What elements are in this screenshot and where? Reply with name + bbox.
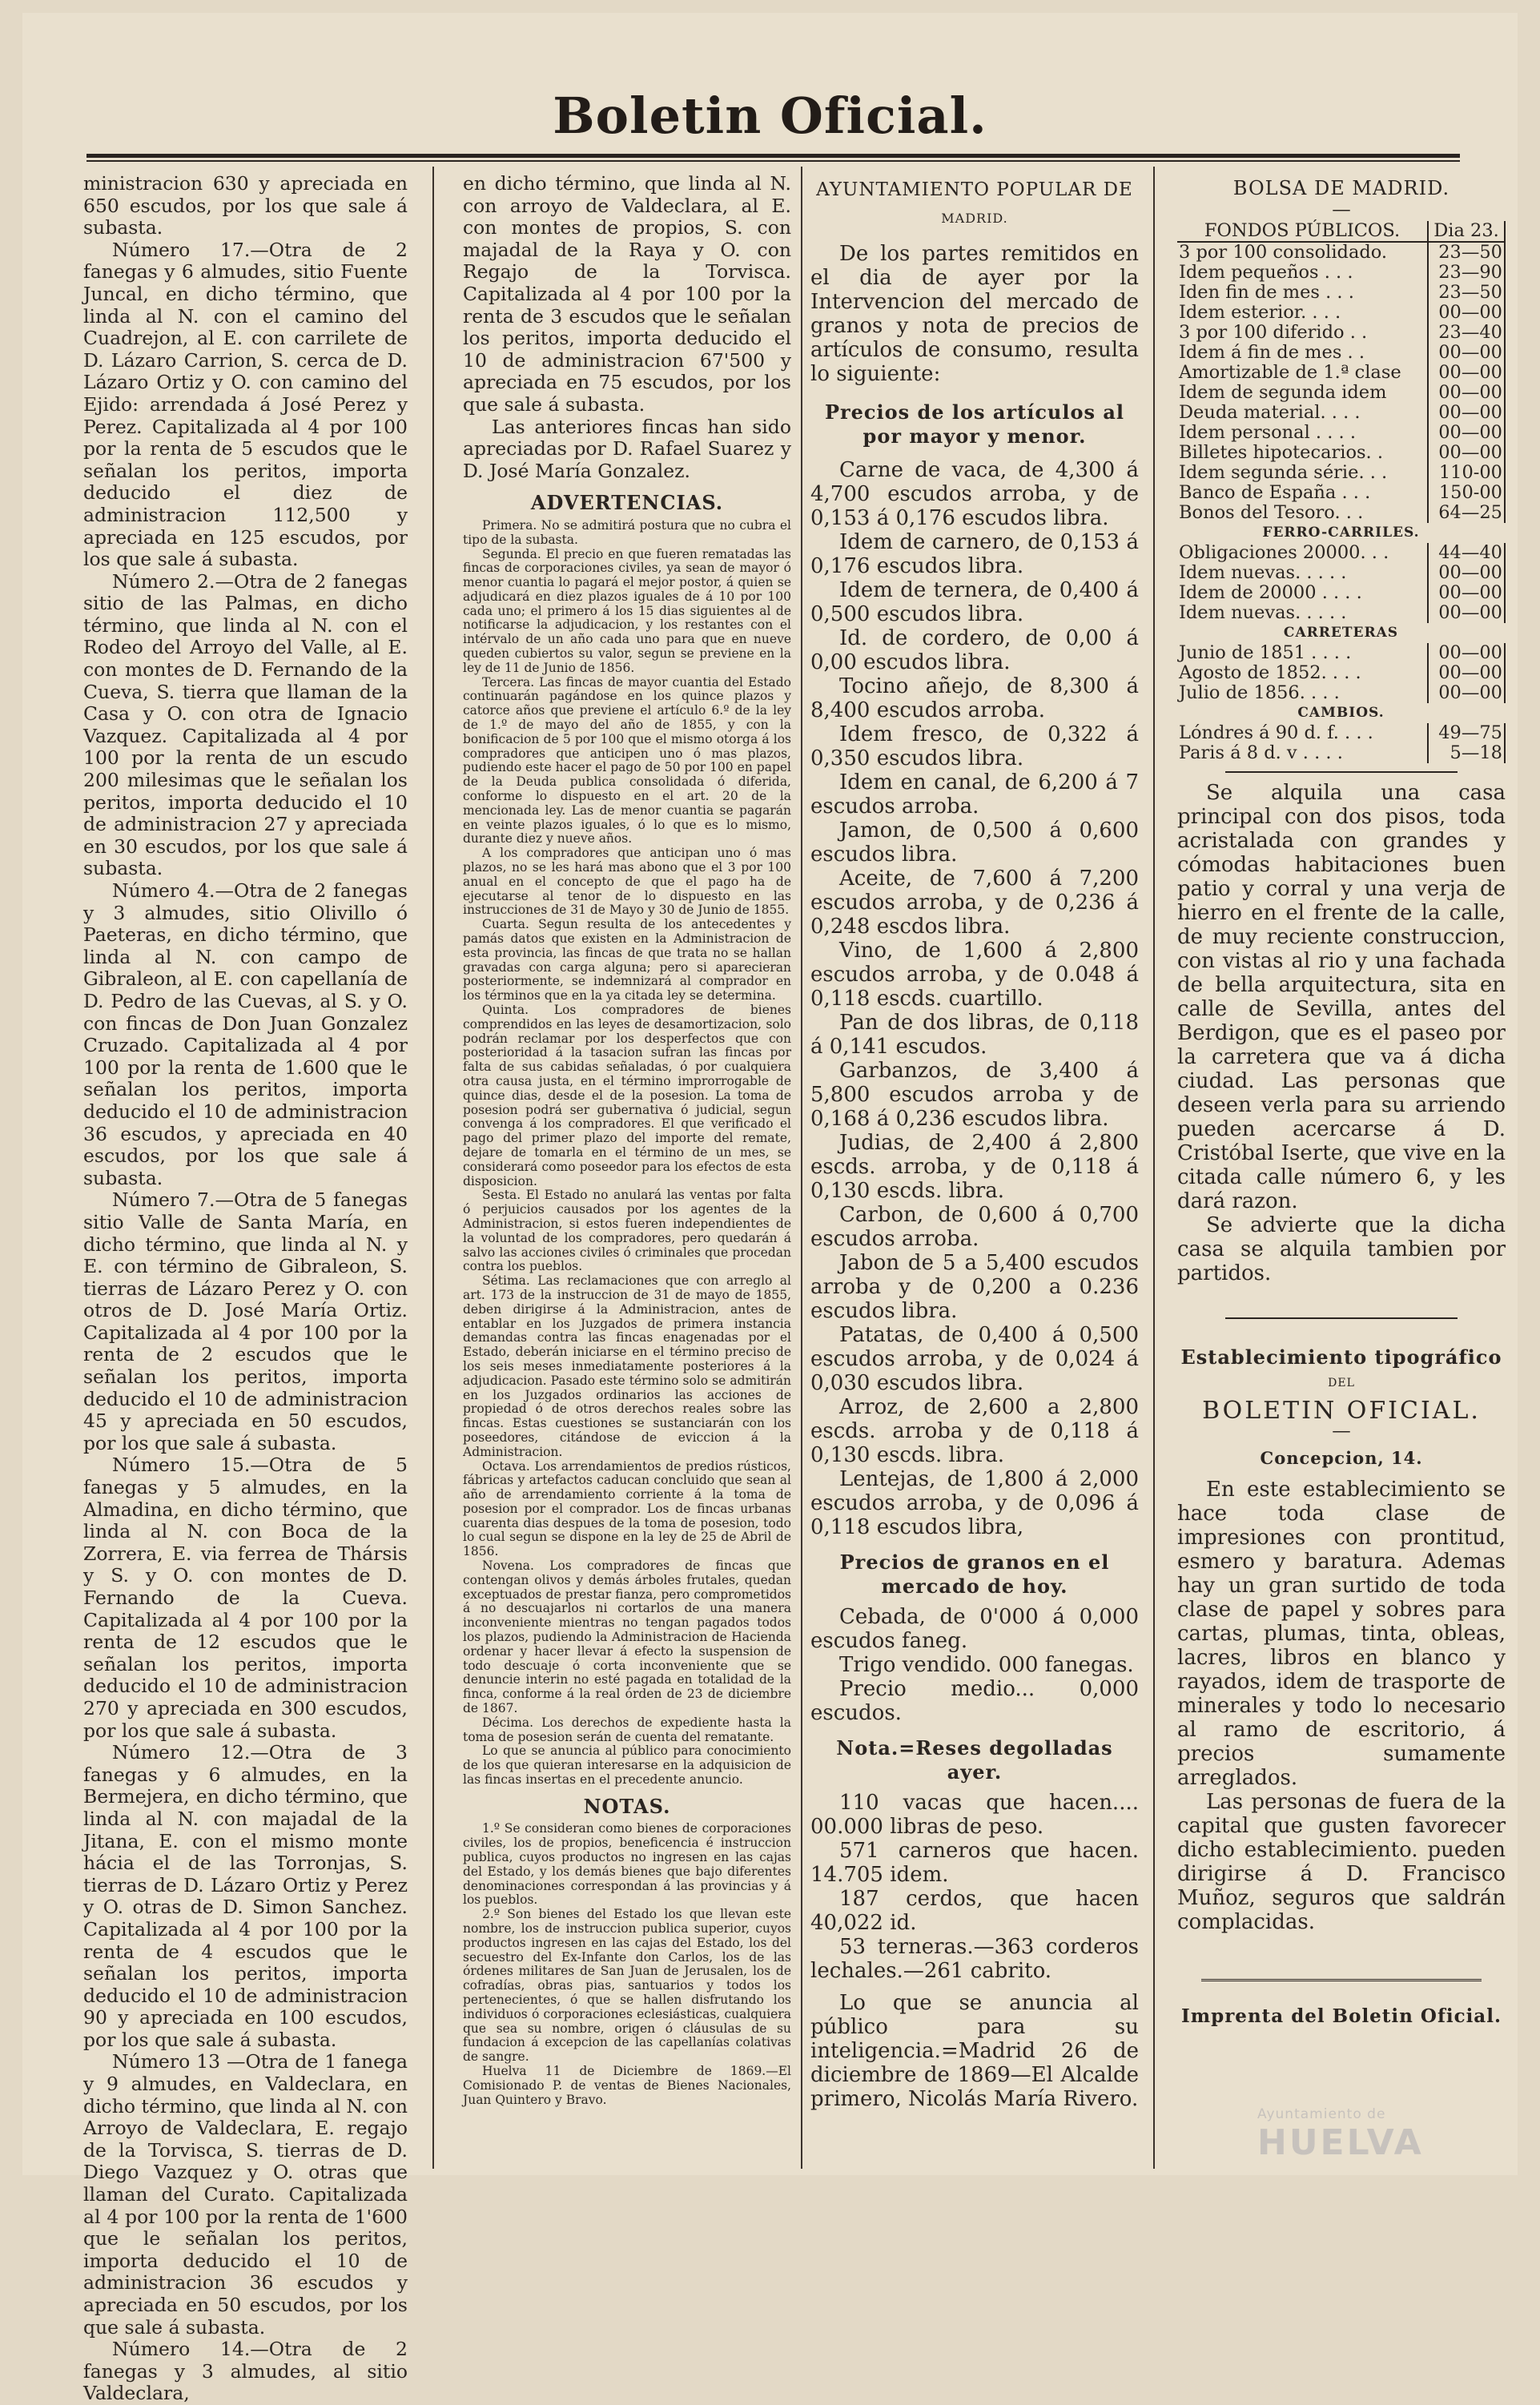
price-item: Tocino añejo, de 8,300 á 8,400 escudos arroba. — [810, 674, 1139, 722]
fund-value: 00—00 — [1428, 303, 1505, 323]
table-subheading: FERRO-CARRILES. — [1262, 524, 1420, 541]
fund-name: 3 por 100 consolidado. — [1179, 241, 1388, 263]
price-item: Vino, de 1,600 á 2,800 escudos arroba, y de 0.048 á 0,118 escds. cuartillo. — [810, 939, 1139, 1011]
table-row — [1177, 423, 1505, 443]
column-3 — [810, 173, 1139, 2111]
fund-name: Idem á fin de mes . . — [1179, 341, 1365, 363]
fund-value: 00—00 — [1428, 603, 1505, 623]
paragraph: Número 2.—Otra de 2 fanegas sitio de las Palmas, en dicho término, que linda al N. con el Rodeo del Arroyo del Valle, al E. con montes de D. Fernando de la Cueva, S. tierra que llaman de la Casa y O. con otra de Ignacio Vazquez. Capitalizada al 4 por 100 por la renta de un escudo 200 milesimas que le señalan los peritos, importa deducido el 10 de administracion 27 y apreciada en 30 escudos, por los que sale á subasta. — [83, 569, 408, 880]
advertencia-item: Sétima. Las reclamaciones que con arreglo al art. 173 de la instruccion de 31 de mayo de 1855, deben dirigirse á la Administracion, antes de entablar en los Juzgados de primera instancia demandas contra las fincas enagenadas por el Estado, deberán iniciarse en el término preciso de los seis meses inmediatamente posteriores á la adjudicacion. Pasado este término solo se admitirán en los Juzgados ordinarios las acciones de propiedad ó de otros derechos reales sobre las fincas. Estas cuestiones se sustanciarán con los poseedores, citándose de eviccion á la Administracion. — [463, 1273, 791, 1459]
establecimiento-name: BOLETIN OFICIAL. — [1202, 1396, 1481, 1425]
table-row — [1177, 683, 1505, 703]
price-item: Id. de cordero, de 0,00 á 0,00 escudos libra. — [810, 626, 1139, 674]
column-divider — [432, 167, 434, 2169]
fund-name: Junio de 1851 . . . . — [1179, 641, 1352, 663]
anuncio-block — [1177, 781, 1506, 1285]
table-row — [1177, 463, 1505, 483]
table-row — [1177, 583, 1505, 603]
table-row — [1177, 403, 1505, 423]
table-row — [1177, 503, 1505, 523]
fund-value: 23—50 — [1428, 283, 1505, 303]
fund-value: 00—00 — [1428, 403, 1505, 423]
price-item: Jabon de 5 a 5,400 escudos arroba y de 0,200 a 0.236 escudos libra. — [810, 1251, 1139, 1323]
fund-name: Amortizable de 1.ª clase — [1179, 361, 1401, 383]
advertencias-heading: ADVERTENCIAS. — [530, 491, 724, 515]
reses-item: 53 terneras.—363 corderos lechales.—261 cabrito. — [810, 1935, 1139, 1983]
fund-value: 00—00 — [1428, 443, 1505, 463]
advertencia-item: Segunda. El precio en que fueren rematadas las fincas de corporaciones civiles, ya sean de mayor ó menor cuantia lo pagará el mejor postor, á quien se adjudicará en diez plazos iguales de á 10 por 100 cada uno; el primero á los 15 dias siguientes al de notificarse la adjudicacion, y los restantes con el intérvalo de un año cada uno para que en nueve queden cubiertos su valor, segun se previene en la ley de 11 de Junio de 1856. — [463, 546, 791, 675]
masthead-title: Boletin Oficial. — [553, 86, 987, 145]
advertencia-item: Cuarta. Segun resulta de los antecedentes y pamás datos que existen en la Administracion de esta provincia, las fincas de que trata no se hallan gravadas con carga alguna; pero si aparecieran posteriormente, se indemnizará al comprador en los términos que en la ya citada ley se determina. — [463, 917, 791, 1003]
fund-name: 3 por 100 diferido . . — [1179, 321, 1368, 343]
establecimiento-address: Concepcion, 14. — [1260, 1448, 1423, 1469]
fund-name: Iden fin de mes . . . — [1179, 281, 1354, 303]
table-row — [1177, 363, 1505, 383]
nota-item: 1.º Se consideran como bienes de corporaciones civiles, los de propios, beneficencia é instruccion publica, cuyos productos no ingresen en las cajas del Estado, y los demás bienes que bajo diferentes denominaciones correspondan á las provincias y á los pueblos. — [463, 1821, 791, 1908]
price-item: Pan de dos libras, de 0,118 á 0,141 escudos. — [810, 1011, 1139, 1059]
section-heading: Nota.=Reses degolladas ayer. — [836, 1736, 1113, 1784]
price-item: Arroz, de 2,600 a 2,800 escds. arroba y de 0,118 á 0,130 escds. libra. — [810, 1395, 1139, 1467]
archive-watermark: Ayuntamiento de HUELVA — [1257, 2106, 1424, 2163]
table-row — [1177, 723, 1505, 743]
grain-item: Trigo vendido. 000 fanegas. — [839, 1653, 1134, 1677]
fund-value: 00—00 — [1428, 583, 1505, 603]
fund-name: Idem segunda série. . . — [1179, 461, 1388, 483]
establecimiento-text — [1177, 1478, 1506, 1934]
price-item: Idem de ternera, de 0,400 á 0,500 escudos libra. — [810, 578, 1139, 626]
grain-item: Precio medio... 0,000 escudos. — [810, 1677, 1139, 1725]
fund-name: Banco de España . . . — [1179, 481, 1371, 503]
table-subheading: CAMBIOS. — [1297, 704, 1385, 721]
table-row — [1177, 543, 1505, 563]
paragraph: Las anteriores fincas han sido apreciadas por D. Rafael Suarez y D. José María Gonzalez. — [463, 415, 791, 482]
price-item: Idem en canal, de 6,200 á 7 escudos arroba. — [810, 770, 1139, 818]
table-header: FONDOS PÚBLICOS. Dia 23. — [1177, 221, 1505, 242]
fund-value: 00—00 — [1428, 423, 1505, 443]
fund-value: 00—00 — [1428, 683, 1505, 703]
fund-name: Idem esterior. . . . — [1179, 301, 1341, 323]
paragraph: De los partes remitidos en el dia de ayer por la Intervencion del mercado de granos y nota de precios de artículos de consumo, resulta lo siguiente: — [810, 242, 1139, 386]
price-item: Aceite, de 7,600 á 7,200 escudos arroba, y de 0,236 á 0,248 escdos libra. — [810, 867, 1139, 939]
advertencia-item: Octava. Los arrendamientos de predios rústicos, fábricas y artefactos caducan concluido que sean al año de arrendamiento corriente á la toma de posesion por el comprador. Los de fincas urbanas cuarenta dias despues de la toma de posesion, todo lo cual segun se dispone en la ley de 25 de Abril de 1856. — [463, 1458, 791, 1559]
advertencias-list — [463, 519, 791, 1788]
price-item: Jamon, de 0,500 á 0,600 escudos libra. — [810, 818, 1139, 867]
paragraph: Se advierte que la dicha casa se alquila tambien por partidos. — [1177, 1213, 1506, 1285]
table-row — [1177, 303, 1505, 323]
advertencia-item: Sesta. El Estado no anulará las ventas por falta ó perjuicios causados por los agentes de la Administracion, si estos fueren independientes de la voluntad de los compradores, pero quedarán á salvo las acciones civiles ó criminales que procedan contra los pueblos. — [463, 1188, 791, 1274]
section-heading: Precios de los artículos al por mayor y menor. — [824, 400, 1125, 448]
column-divider — [1153, 167, 1155, 2169]
fund-value: 00—00 — [1428, 343, 1505, 363]
section-heading: Precios de granos en el mercado de hoy. — [839, 1550, 1110, 1598]
notas-list — [463, 1822, 791, 2107]
fund-name: Julio de 1856. . . . — [1179, 682, 1340, 703]
fund-name: Billetes hipotecarios. . — [1179, 441, 1384, 463]
paragraph: Número 15.—Otra de 5 fanegas y 5 almudes, en la Almadina, en dicho término, que linda al N. con Boca de la Zorrera, E. via ferrea de Thársis y S. y O. con montes de D. Fernando de la Cueva. Capitalizada al 4 por 100 por la renta de 12 escudos que le señalan los peritos, importa deducido el 10 de administracion 270 y apreciada en 300 escudos, por los que sale á subasta. — [83, 1454, 408, 1742]
fund-name: Paris á 8 d. v . . . . — [1179, 742, 1343, 763]
fund-name: Idem personal . . . . — [1179, 421, 1356, 443]
paragraph: Número 13 —Otra de 1 fanega y 9 almudes, en Valdeclara, en dicho término, que linda al N. con Arroyo de Valdeclara, E. regajo de la Torvisca, S. tierras de D. Diego Vazquez y O. otras que llaman del Curato. Capitalizada al 4 por 100 por la renta de 1'600 que le señalan los peritos, importa deducido el 10 de administracion 36 escudos y apreciada en 50 escudos, por los que sale á subasta. — [83, 2050, 408, 2339]
price-item: Patatas, de 0,400 á 0,500 escudos arroba, y de 0,024 á 0,030 escudos libra. — [810, 1323, 1139, 1395]
advertencia-item: Primera. No se admitirá postura que no cubra el tipo de la subasta. — [463, 517, 791, 547]
nota-signature: Huelva 11 de Diciembre de 1869.—El Comisionado P. de ventas de Bienes Nacionales, Juan Quintero y Bravo. — [463, 2063, 791, 2107]
reses-item: 187 cerdos, que hacen 40,022 id. — [810, 1887, 1139, 1935]
fund-name: Idem nuevas. . . . . — [1179, 561, 1347, 583]
fund-value: 00—00 — [1428, 363, 1505, 383]
price-item: Lentejas, de 1,800 á 2,000 escudos arroba, y de 0,096 á 0,118 escudos libra, — [810, 1467, 1139, 1539]
column-4: BOLSA DE MADRID. — FONDOS PÚBLICOS. Dia 23. 3 por 100 consolidado. 23—50 Idem pequeños . . . 23—90 Iden fin de mes . . . 23—50 Idem esterior. . . . 00—00 3 por 100 diferido . . 23—40 Idem á fin de mes . . 00—00 Amortizable de 1.ª clase 00—00 Idem de segunda idem 00—00 Deuda material. . . . 00—00 Idem personal . . . . 00—00 Billetes hipotecarios. . 00—00 Idem segunda série. . . 110-00 Banco de España . . . 150-00 Bonos del Tesoro. . . 64—25 FERRO-CARRILES. Obligaciones 20000. . . 44—40 Idem nuevas. . . . . 00—00 Idem de 20000 . . . . 00—00 Idem nuevas. . . . . 00—00 CARRETERAS Junio de 1851 . . . . 00—00 Agosto de 1852. . . . 00—00 Julio de 1856. . . . 00—00 CAMBIOS. Lóndres á 90 d. f. . . . 49—75 Paris á 8 d. v . . . . 5—18 Se alquila una casa principal con dos pisos, toda acristalada con grandes y cómodas habitaciones buen patio y corral y una verja de hierro en el frente de la calle, de muy reciente construccion, con vistas al rio y una fachada de bella arquitectura, sita en calle de Sevilla, antes del Berdigon, que es el paseo por la carretera que va á dicha ciudad. Las personas que deseen verla para su arriendo pueden acercarse á D. Cristóbal Iserte, que vive en la citada calle número 6, y les dará razon. Se advierte que la dicha casa se alquila tambien por partidos. Establecimiento tipográfico DEL BOLETIN OFICIAL. — Concepcion, 14. En este establecimiento se hace toda clase de impresiones con prontitud, esmero y baratura. Ademas hay un gran surtido de toda clase de papel y sobres para cartas, plumas, tinta, obleas, lacres, libros en blanco y rayados, idem de trasporte de minerales y todo lo necesario al ramo de escritorio, á precios sumamente arreglados. Las personas de fuera de la capital que gusten favorecer dicho establecimiento. pueden dirigirse á D. Francisco Muñoz, seguros que saldrán complacidas. Imprenta del Boletin Oficial. — [1177, 177, 1506, 2027]
table-subheading: CARRETERAS — [1283, 624, 1399, 641]
divider — [1225, 1317, 1458, 1319]
imprenta-footer: Imprenta del Boletin Oficial. — [1181, 2005, 1502, 2027]
bolsa-title: BOLSA DE MADRID. — [1232, 177, 1450, 199]
advertencia-item: Novena. Los compradores de fincas que contengan olivos y demás árboles frutales, quedan exceptuados de prestar fianza, pero comprometidos á no descuajarlos ni cortarlos de una manera inconveniente mientras no tengan pagados todos los plazos, pudiendo la Administracion de Hacienda ordenar y hacer llevar á efecto la suspension de todo descuaje ó corta inconveniente que se denuncie interin no esté pagada en totalidad de la finca, conforme á la real órden de 23 de diciembre de 1867. — [463, 1558, 791, 1716]
notas-heading: NOTAS. — [583, 1794, 671, 1818]
fund-value: 49—75 — [1428, 723, 1505, 743]
fund-name: Idem pequeños . . . — [1179, 261, 1353, 283]
fund-value: 00—00 — [1428, 383, 1505, 403]
advertencia-item: Tercera. Las fincas de mayor cuantia del Estado continuarán pagándose en los quince plazos y catorce años que previene el artículo 6.º de la ley de 1.º de mayo del año de 1855, y con la bonificacion de 5 por 100 que el mismo otorga á los compradores que anticipen uno ó mas plazos, pudiendo este hacer el pago de 50 por 100 en papel de la Deuda publica consolidada ó diferida, conforme lo dispuesto en el art. 20 de la mencionada ley. Las de menor cuantia se pagarán en veinte plazos iguales, ó lo que es lo mismo, durante diez y nueve años. — [463, 674, 791, 847]
fund-value: 150-00 — [1428, 483, 1505, 503]
fund-name: Idem nuevas. . . . . — [1179, 601, 1347, 623]
table-row — [1177, 242, 1505, 263]
price-item: Judias, de 2,400 á 2,800 escds. arroba, y de 0,118 á 0,130 escds. libra. — [810, 1131, 1139, 1203]
price-item: Idem fresco, de 0,322 á 0,350 escudos libra. — [810, 722, 1139, 770]
ayuntamiento-subtitle: MADRID. — [941, 211, 1008, 226]
reses-item: 110 vacas que hacen.... 00.000 libras de peso. — [810, 1791, 1139, 1839]
fund-value: 44—40 — [1428, 543, 1505, 563]
fund-name: Lóndres á 90 d. f. . . . — [1179, 722, 1373, 743]
fund-value: 00—00 — [1428, 563, 1505, 583]
fund-value: 23—40 — [1428, 323, 1505, 343]
paragraph: Número 12.—Otra de 3 fanegas y 6 almudes, en la Bermejera, en dicho término, que linda al N. con majadal de la Jitana, E. con el mismo monte hácia el de las Torronjas, S. tierras de D. Lázaro Ortiz y Perez y O. otras de D. Simon Sanchez. Capitalizada al 4 por 100 por la renta de 4 escudos que le señalan los peritos, importa deducido el 10 de administracion 90 y apreciada en 100 escudos, por los que sale á subasta. — [83, 1741, 408, 2051]
column-1 — [83, 173, 408, 2405]
table-row — [1177, 383, 1505, 403]
price-item: Idem de carnero, de 0,153 á 0,176 escudos libra. — [810, 530, 1139, 578]
divider — [1225, 771, 1458, 773]
establecimiento-del: DEL — [1328, 1377, 1355, 1390]
advertencia-item: Lo que se anuncia al público para conocimiento de los que quieran interesarse en la adquisicion de las fincas insertas en el precedente anuncio. — [463, 1743, 791, 1788]
paragraph: Número 7.—Otra de 5 fanegas sitio Valle de Santa María, en dicho término, que linda al N. y E. con término de Gibraleon, S. tierras de Lázaro Perez y O. con otros de D. José María Ortiz. Capitalizada al 4 por 100 por la renta de 2 escudos que le señalan los peritos, importa deducido el 10 de administracion 45 y apreciada en 50 escudos, por los que sale á subasta. — [83, 1188, 408, 1454]
price-item: Carne de vaca, de 4,300 á 4,700 escudos arroba, y de 0,153 á 0,176 escudos libra. — [810, 458, 1139, 530]
paragraph: ministracion 630 y apreciada en 650 escudos, por los que sale á subasta. — [83, 172, 408, 239]
paragraph: Número 14.—Otra de 2 fanegas y 3 almudes, al sitio Valdeclara, — [83, 2338, 408, 2405]
paragraph: Número 17.—Otra de 2 fanegas y 6 almudes, sitio Fuente Juncal, en dicho término, que linda al N. con el camino del Cuadrejon, al E. con carrilete de D. Lázaro Carrion, S. cerca de D. Lázaro Ortiz y O. con camino del Ejido: arrendada á José Perez y Perez. Capitalizada al 4 por 100 por la renta de 5 escudos que le señalan los peritos, importa deducido el diez de administracion 112,500 y apreciada en 125 escudos, por los que sale á subasta. — [83, 238, 408, 571]
table-row — [1177, 743, 1505, 763]
fund-value: 64—25 — [1428, 503, 1505, 523]
table-row — [1177, 443, 1505, 463]
fund-value: 23—90 — [1428, 263, 1505, 283]
fund-name: Idem de segunda idem — [1179, 381, 1387, 403]
establecimiento-heading: Establecimiento tipográfico — [1180, 1345, 1502, 1369]
fund-value: 110-00 — [1428, 463, 1505, 483]
table-row — [1177, 283, 1505, 303]
paragraph: Número 4.—Otra de 2 fanegas y 3 almudes, sitio Olivillo ó Paeteras, en dicho término, que linda al N. con campo de Gibraleon, al E. con capellanía de D. Pedro de las Cuevas, al S. y O. con fincas de Don Juan Gonzalez Cruzado. Capitalizada al 4 por 100 por la renta de 1.600 que le señalan los peritos, importa deducido el 10 de administracion 36 escudos, y apreciada en 40 escudos, por los que sale á subasta. — [83, 879, 408, 1189]
table-row — [1177, 483, 1505, 503]
price-item: Garbanzos, de 3,400 á 5,800 escudos arroba y de 0,168 á 0,236 escudos libra. — [810, 1059, 1139, 1131]
fund-value: 00—00 — [1428, 663, 1505, 683]
paragraph: en dicho término, que linda al N. con arroyo de Valdeclara, al E. con montes de propios, S. con majadal de la Raya y O. con Regajo de la Torvisca. Capitalizada al 4 por 100 por la renta de 3 escudos que le señalan los peritos, importa deducido el 10 de administracion 67'500 y apreciada en 75 escudos, por los que sale á subasta. — [463, 172, 791, 416]
fund-name: Bonos del Tesoro. . . — [1179, 501, 1364, 523]
paragraph: Las personas de fuera de la capital que gusten favorecer dicho establecimiento. pueden dirigirse á D. Francisco Muñoz, seguros que saldrán complacidas. — [1177, 1789, 1506, 1934]
column-2 — [463, 173, 791, 2107]
grain-item: Cebada, de 0'000 á 0,000 escudos faneg. — [810, 1605, 1139, 1653]
fund-value: 5—18 — [1428, 743, 1505, 763]
divider — [1201, 1979, 1482, 1981]
table-row — [1177, 643, 1505, 663]
fund-name: Agosto de 1852. . . . — [1179, 662, 1361, 683]
fund-name: Obligaciones 20000. . . — [1179, 541, 1389, 563]
closing-paragraph: Lo que se anuncia al público para su inteligencia.=Madrid 26 de diciembre de 1869—El Alcalde primero, Nicolás María Rivero. — [810, 1991, 1139, 2111]
fund-value: 00—00 — [1428, 643, 1505, 663]
table-row — [1177, 343, 1505, 363]
table-row — [1177, 263, 1505, 283]
advertencia-item: Quinta. Los compradores de bienes comprendidos en las leyes de desamortizacion, solo podrán reclamar por los desperfectos que con posterioridad á la tasacion sufran las fincas por falta de sus cabidas señaladas, ó por cualquiera otra causa justa, en el término improrrogable de quince dias, desde el de la posesion. La toma de posesion podrá ser gubernativa ó judicial, segun convenga á los compradores. El que verificado el pago del primer plazo del importe del remate, dejare de tomarla en el término de un mes, se considerará como poseedor para los efectos de esta disposicion. — [463, 1003, 791, 1188]
masthead-rule — [86, 154, 1460, 162]
fund-name: Idem de 20000 . . . . — [1179, 581, 1362, 603]
price-item: Carbon, de 0,600 á 0,700 escudos arroba. — [810, 1203, 1139, 1251]
fund-value: 23—50 — [1428, 242, 1505, 263]
table-row — [1177, 663, 1505, 683]
table-row — [1177, 603, 1505, 623]
column-divider — [801, 167, 802, 2169]
ayuntamiento-title: AYUNTAMIENTO POPULAR DE — [816, 179, 1133, 200]
nota-item: 2.º Son bienes del Estado los que llevan este nombre, los de instruccion publica superior, cuyos productos ingresen en las cajas del Estado, los del secuestro del Ex-Infante don Carlos, los de las órdenes militares de San Juan de Jerusalen, los de cofradías, obras pias, santuarios y todos los pertenecientes, ó que se hallen disfrutando los individuos ó corporaciones eclesiásticas, cualquiera que sea su nombre, origen ó cláusulas de su fundacion á excepcion de las capellanías colativas de sangre. — [463, 1907, 791, 2065]
paragraph: Se alquila una casa principal con dos pisos, toda acristalada con grandes y cómodas habitaciones buen patio y corral y una verja de hierro en el frente de la calle, de muy reciente construccion, con vistas al rio y una fachada de bella arquitectura, sita en calle de Sevilla, antes del Berdigon, que es el paseo por la carretera que va á dicha ciudad. Las personas que deseen verla para su arriendo pueden acercarse á D. Cristóbal Iserte, que vive en la citada calle número 6, y les dará razon. — [1177, 780, 1506, 1213]
advertencia-item: Décima. Los derechos de expediente hasta la toma de posesion serán de cuenta del rematante. — [463, 1715, 791, 1744]
paragraph: En este establecimiento se hace toda clase de impresiones con prontitud, esmero y baratura. Ademas hay un gran surtido de toda clase de papel y sobres para cartas, plumas, tinta, obleas, lacres, libros en blanco y rayados, idem de trasporte de minerales y todo lo necesario al ramo de escritorio, á precios sumamente arreglados. — [1177, 1477, 1506, 1790]
advertencia-item: A los compradores que anticipan uno ó mas plazos, no se les hará mas abono que el 3 por 100 anual en el concepto de que el pago ha de ejecutarse al tenor de lo dispuesto en las instrucciones de 31 de Mayo y 30 de Junio de 1855. — [463, 846, 791, 918]
reses-item: 571 carneros que hacen. 14.705 idem. — [810, 1839, 1139, 1887]
fund-name: Deuda material. . . . — [1179, 401, 1361, 423]
table-row — [1177, 563, 1505, 583]
table-row — [1177, 323, 1505, 343]
fondos-table — [1177, 221, 1506, 763]
